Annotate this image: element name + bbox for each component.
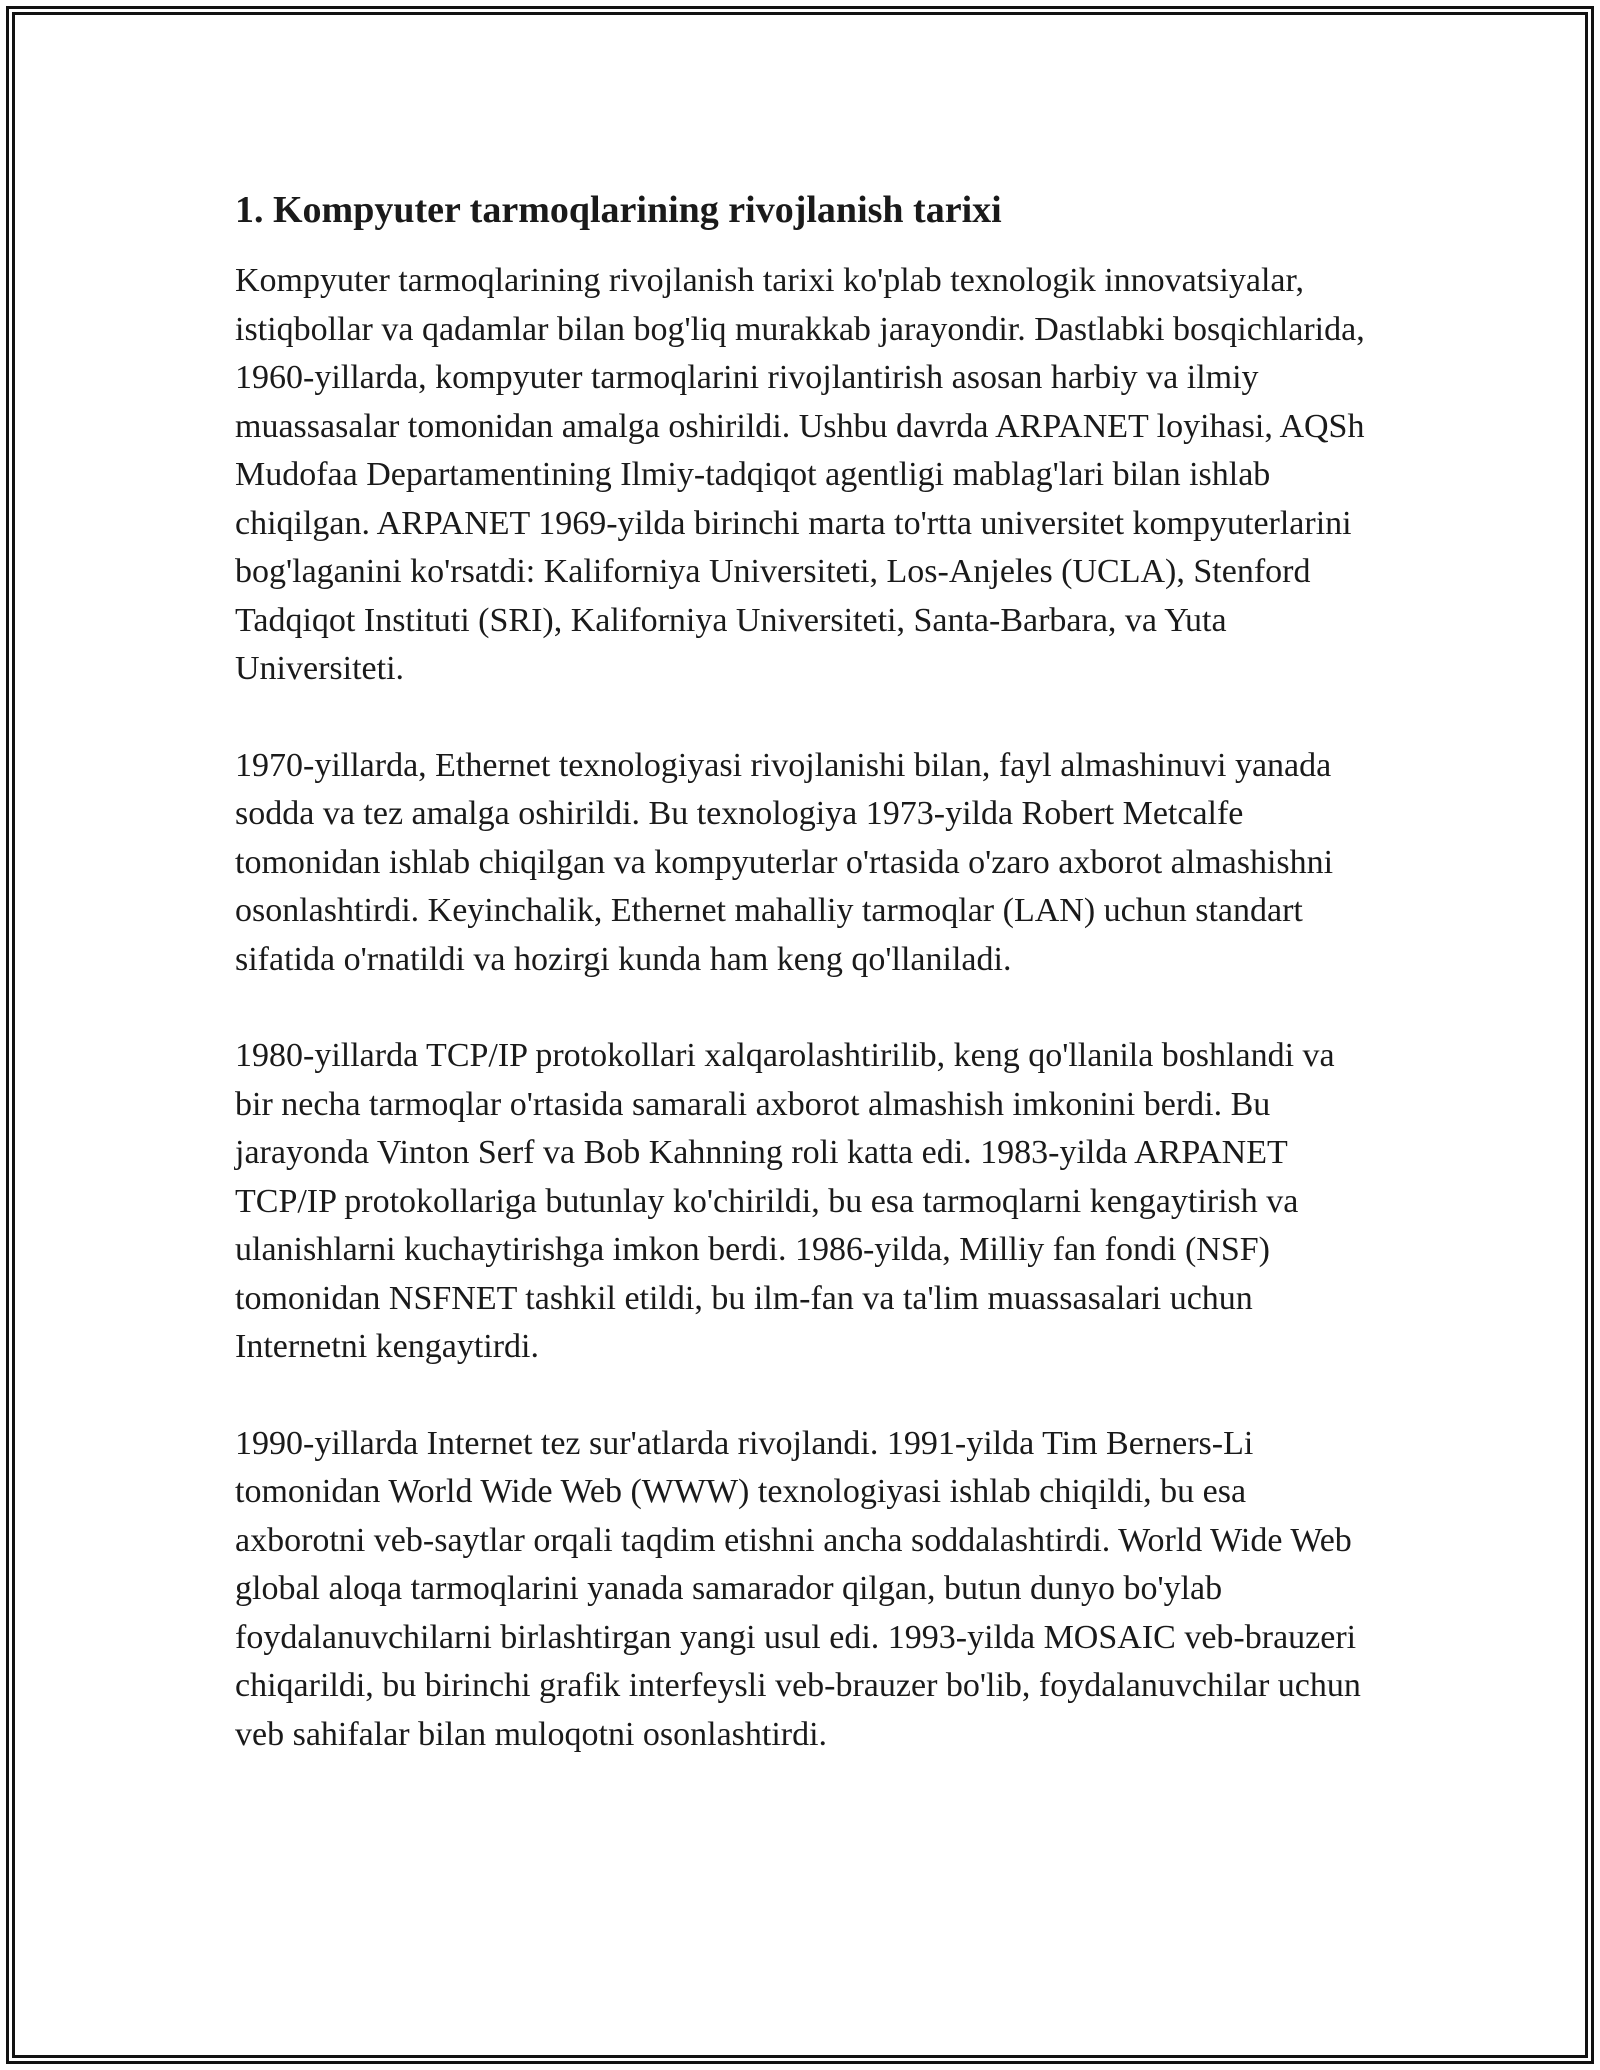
paragraph-1980s: 1980-yillarda TCP/IP protokollari xalqarolashtirilib, keng qo'llanila boshlandi va bir necha tarmoqlar o'rtasida samarali axborot almashish imkonini berdi. Bu jarayonda Vinton Serf va Bob Kahnning roli katta edi. 1983-yilda ARPANET TCP/IP protokollariga butunlay ko'chirildi, bu esa tarmoqlarni kengaytirish va ulanishlarni kuchaytirishga imkon berdi. 1986-yilda, Milliy fan fondi (NSF) tomonidan NSFNET tashkil etildi, bu ilm-fan va ta'lim muassasalari uchun Internetni kengaytirdi. [235,1037,1335,1366]
document-body [235,186,1375,1807]
paragraph-1960s: Kompyuter tarmoqlarining rivojlanish tarixi ko'plab texnologik innovatsiyalar, istiqbollar va qadamlar bilan bog'liq murakkab jarayondir. Dastlabki bosqichlarida, 1960-yillarda, kompyuter tarmoqlarini rivojlantirish asosan harbiy va ilmiy muassasalar tomonidan amalga oshirildi. Ushbu davrda ARPANET loyihasi, AQSh Mudofaa Departamentining Ilmiy-tadqiqot agentligi mablag'lari bilan ishlab chiqilgan. ARPANET 1969-yilda birinchi marta to'rtta universitet kompyuterlarini bog'laganini ko'rsatdi: Kaliforniya Universiteti, Los-Anjeles (UCLA), Stenford Tadqiqot Instituti (SRI), Kaliforniya Universiteti, Santa-Barbara, va Yuta Universiteti. [235,262,1365,688]
paragraph-1990s: 1990-yillarda Internet tez sur'atlarda rivojlandi. 1991-yilda Tim Berners-Li tomonidan World Wide Web (WWW) texnologiyasi ishlab chiqildi, bu esa axborotni veb-saytlar orqali taqdim etishni ancha soddalashtirdi. World Wide Web global aloqa tarmoqlarini yanada samarador qilgan, butun dunyo bo'ylab foydalanuvchilarni birlashtirgan yangi usul edi. 1993-yilda MOSAIC veb-brauzeri chiqarildi, bu birinchi grafik interfeysli veb-brauzer bo'lib, foydalanuvchilar uchun veb sahifalar bilan muloqotni osonlashtirdi. [235,1424,1361,1753]
paragraph-1970s: 1970-yillarda, Ethernet texnologiyasi rivojlanishi bilan, fayl almashinuvi yanada sodda va tez amalga oshirildi. Bu texnologiya 1973-yilda Robert Metcalfe tomonidan ishlab chiqilgan va kompyuterlar o'rtasida o'zaro axborot almashishni osonlashtirdi. Keyinchalik, Ethernet mahalliy tarmoqlar (LAN) uchun standart sifatida o'rnatildi va hozirgi kunda ham keng qo'llaniladi. [235,746,1334,978]
section-heading: 1. Kompyuter tarmoqlarining rivojlanish tarixi [235,189,1002,231]
